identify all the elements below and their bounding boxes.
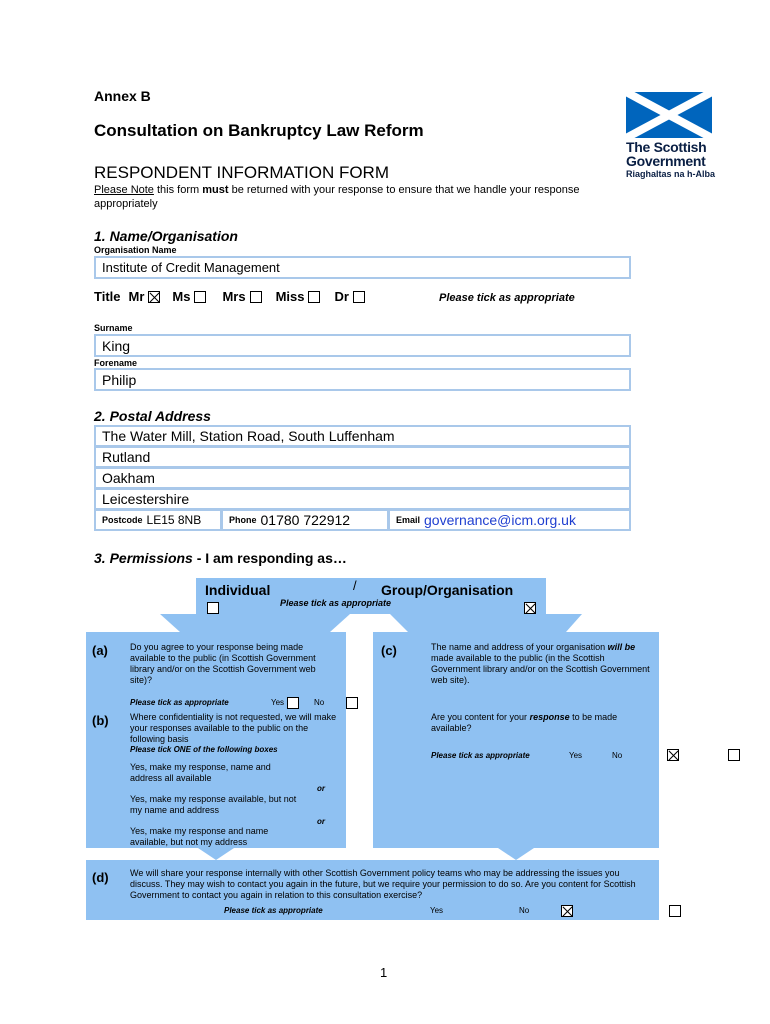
panel-d-text: We will share your response internally with other Scottish Government policy teams who may be addressing the issues you discuss. They may wish to contact you again in the future, but we require your permission to do so. Are you content for Scottish Government to contact you again in relation to this consultation exercise? <box>130 868 636 900</box>
annex-label: Annex B <box>94 88 151 104</box>
c-q2: to be made available? <box>431 712 618 733</box>
address-line-1[interactable]: The Water Mill, Station Road, South Luffenham <box>94 425 631 447</box>
note-prefix: Please Note <box>94 184 154 196</box>
panel-c-question <box>431 712 655 734</box>
org-name-label: Organisation Name <box>94 245 177 255</box>
note-rest: be returned with your response to ensure that we handle your response appropriately <box>94 184 580 210</box>
c-yes-checkbox[interactable] <box>667 749 679 761</box>
panel-a-text: Do you agree to your response being made available to the public (in Scottish Government library and/or on the Scottish Government web site)? <box>130 642 316 685</box>
c-text2: made available to the public (in the Scottish Government library and/or on the Scottish Government web site). <box>431 653 650 685</box>
section3-heading: 3. Permissions <box>94 550 193 566</box>
logo-line3: Riaghaltas na h-Alba <box>626 169 716 179</box>
c-will: will be <box>607 642 636 652</box>
surname-label: Surname <box>94 323 133 333</box>
c-no-label: No <box>612 751 623 760</box>
section1-heading: 1. Name/Organisation <box>94 228 238 244</box>
c-text1: The name and address of your organisation <box>431 642 608 652</box>
postcode-label: Postcode <box>102 515 143 525</box>
org-name-field[interactable]: Institute of Credit Management <box>94 256 631 279</box>
panel-b-text: Where confidentiality is not requested, we will make your responses available to the public on the following basis <box>130 712 337 744</box>
title-miss-label: Miss <box>275 289 305 304</box>
logo-line1: The Scottish <box>626 139 707 155</box>
b-option1-text: Yes, make my response, name and address all available <box>130 762 271 783</box>
forename-label: Forename <box>94 358 138 368</box>
individual-checkbox[interactable] <box>207 602 219 614</box>
type-slash: / <box>353 578 357 593</box>
panel-b-letter: (b) <box>92 713 109 728</box>
address-line-2[interactable]: Rutland <box>94 446 631 468</box>
phone-value: 01780 722912 <box>260 512 351 528</box>
d-yes-label: Yes <box>430 906 444 915</box>
c-q1: Are you content for your <box>431 712 530 722</box>
panel-c-text <box>431 642 655 686</box>
arrow-b-to-d <box>198 848 234 860</box>
a-yes-checkbox[interactable] <box>287 697 299 709</box>
b-or-2: or <box>317 817 325 826</box>
title-ms-label: Ms <box>172 289 191 304</box>
address-line-3[interactable]: Oakham <box>94 467 631 489</box>
panel-b-tick: Please tick ONE of the following boxes <box>130 745 278 754</box>
panel-d-tick: Please tick as appropriate <box>224 906 323 915</box>
email-label: Email <box>396 515 421 525</box>
section3-heading-rest: - I am responding as… <box>192 550 347 566</box>
address-line-4[interactable]: Leicestershire <box>94 488 631 510</box>
b-option3-text: Yes, make my response and name available, but not my address <box>130 826 269 847</box>
panel-a-letter: (a) <box>92 643 108 658</box>
a-no-checkbox[interactable] <box>346 697 358 709</box>
d-no-label: No <box>519 906 530 915</box>
page-number: 1 <box>380 965 388 980</box>
logo-line2: Government <box>626 153 706 169</box>
page-title: Consultation on Bankruptcy Law Reform <box>94 121 424 140</box>
phone-label: Phone <box>229 515 257 525</box>
note-must: must <box>202 184 229 196</box>
section2-heading: 2. Postal Address <box>94 408 211 424</box>
title-label: Title <box>94 289 121 304</box>
group-label: Group/Organisation <box>381 582 514 598</box>
a-no-label: No <box>314 698 325 707</box>
surname-field[interactable]: King <box>94 334 631 357</box>
arrow-c-to-d <box>498 848 534 860</box>
panel-a-tick: Please tick as appropriate <box>130 698 229 707</box>
title-mrs-label: Mrs <box>222 289 246 304</box>
email-value: governance@icm.org.uk <box>424 512 576 528</box>
title-tick-note: Please tick as appropriate <box>439 292 575 304</box>
c-response: response <box>529 712 570 722</box>
panel-d-letter: (d) <box>92 870 109 885</box>
c-yes-label: Yes <box>569 751 583 760</box>
a-yes-label: Yes <box>271 698 285 707</box>
panel-c-tick: Please tick as appropriate <box>431 751 530 760</box>
d-no-checkbox[interactable] <box>669 905 681 917</box>
group-checkbox[interactable] <box>524 602 536 614</box>
title-dr-label: Dr <box>334 289 349 304</box>
individual-label: Individual <box>205 582 271 598</box>
note-mid: this form <box>153 184 203 196</box>
forename-field[interactable]: Philip <box>94 368 631 391</box>
b-or-1: or <box>317 784 325 793</box>
postcode-value: LE15 8NB <box>146 513 202 527</box>
form-subtitle: RESPONDENT INFORMATION FORM <box>94 163 389 182</box>
c-no-checkbox[interactable] <box>728 749 740 761</box>
d-yes-checkbox[interactable] <box>561 905 573 917</box>
arrow-individual <box>160 614 350 632</box>
b-option2-text: Yes, make my response available, but not my name and address <box>130 794 297 815</box>
panel-c-letter: (c) <box>381 643 397 658</box>
arrow-group <box>390 614 582 632</box>
type-tick-note: Please tick as appropriate <box>280 598 392 608</box>
title-mr-label: Mr <box>128 289 145 304</box>
